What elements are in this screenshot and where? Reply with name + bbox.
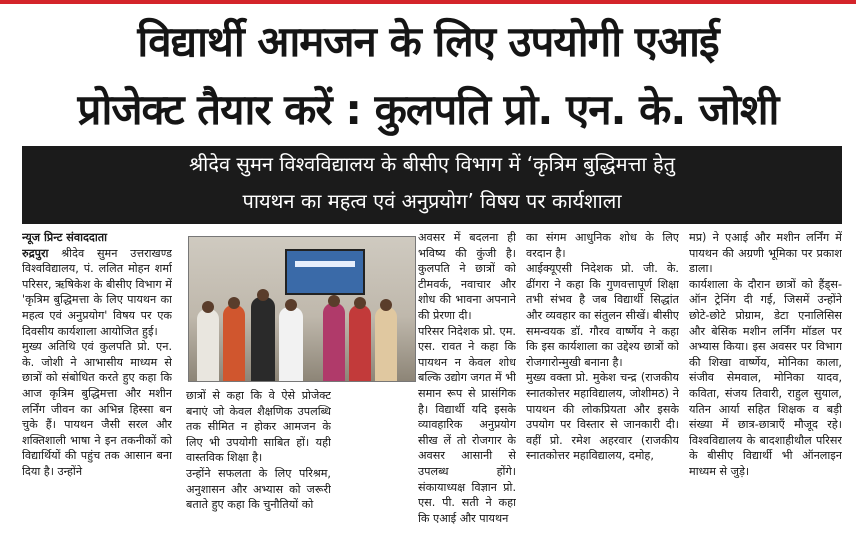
person-head xyxy=(257,289,269,301)
person-head xyxy=(354,297,366,309)
person-head xyxy=(285,299,297,311)
event-photo xyxy=(188,236,416,382)
column-5-paragraph-1: मप्र) ने एआई और मशीन लर्निंग में पायथन की अग्रणी भूमिका पर प्रकाश डाला। xyxy=(689,231,842,276)
person-head xyxy=(228,297,240,309)
person-head xyxy=(202,301,214,313)
person-figure xyxy=(251,297,275,381)
presentation-screen-icon xyxy=(285,249,365,295)
person-figure xyxy=(197,309,219,381)
subheadline-line-2: पायथन का महत्व एवं अनुप्रयोग’ विषय पर कार्यशाला xyxy=(242,189,622,213)
person-figure xyxy=(223,305,245,381)
person-figure xyxy=(349,305,371,381)
column-4-paragraph-1: का संगम आधुनिक शोध के लिए वरदान है। xyxy=(526,231,679,260)
person-figure xyxy=(323,303,345,381)
subheadline-line-1: श्रीदेव सुमन विश्वविद्यालय के बीसीए विभाग में ‘कृत्रिम बुद्धिमत्ता हेतु xyxy=(189,152,675,176)
column-3-paragraph-1: अवसर में बदलना ही भविष्य की कुंजी है। कुलपति ने छात्रों को टीमवर्क, नवाचार और शोध की भावना अपनाने की प्रेरणा दी। xyxy=(418,231,516,322)
byline: न्यूज प्रिन्ट संवाददाता xyxy=(22,231,108,244)
headline-line-2: प्रोजेक्ट तैयार करें : कुलपति प्रो. एन. के. जोशी xyxy=(77,85,779,134)
column-5-paragraph-2: कार्यशाला के दौरान छात्रों को हैंड्स-ऑन ट्रेनिंग दी गई, जिसमें उन्होंने छोटे-छोटे प्रोग्राम, डेटा एनालिसिस और बेसिक मशीन लर्निंग मॉडल पर अभ्यास किया। इस अवसर पर विभाग की शिखा वार्ष्णेय, मोनिका काला, संजीव सेमवाल, मोनिका यादव, कविता, संजय तिवारी, राहुल सुयाल, यतिन आर्या सहित शिक्षक व बड़ी संख्या में छात्र-छात्राएँ मौजूद रहे। विश्वविद्यालय के बादशाहीथौल परिसर के बीसीए विद्यार्थी भी ऑनलाइन माध्यम से जुड़े। xyxy=(689,277,842,478)
top-red-rule xyxy=(0,0,856,4)
column-1-paragraph-1-text: श्रीदेव सुमन उत्तराखण्ड विश्वविद्यालय, पं. ललित मोहन शर्मा परिसर, ऋषिकेश के बीसीए विभाग में 'कृत्रिम बुद्धिमत्ता के लिए पायथन का महत्व एवं अनुप्रयोग' विषय पर एक दिवसीय कार्यशाला आयोजित हुई। xyxy=(22,246,172,338)
article-column-1 xyxy=(22,230,172,530)
column-1-paragraph-2: मुख्य अतिथि एवं कुलपति प्रो. एन. के. जोशी ने आभासीय माध्यम से छात्रों को संबोधित करते हुए कहा कि आज कृत्रिम बुद्धिमत्ता और मशीन लर्निंग जीवन का अभिन्न हिस्सा बन चुके हैं। पायथन जैसी सरल और शक्तिशाली भाषा ने इन तकनीकों को विद्यार्थियों की पहुंच तक आसान बना दिया है। उन्होंने xyxy=(22,340,172,478)
person-head xyxy=(328,295,340,307)
column-2-paragraph-1: छात्रों से कहा कि वे ऐसे प्रोजेक्ट बनाएं जो केवल शैक्षणिक उपलब्धि तक सीमित न होकर आमजन के लिए भी उपयोगी साबित हों। यही वास्तविक शिक्षा है। xyxy=(186,389,331,465)
subheadline-box xyxy=(22,146,842,224)
person-figure xyxy=(375,307,397,381)
dateline: रुद्रपुरा xyxy=(22,246,49,260)
column-1-paragraph-1 xyxy=(22,246,172,340)
column-4-paragraph-2: आईक्यूएसी निदेशक प्रो. जी. के. ढींगरा ने कहा कि गुणवत्तापूर्ण शिक्षा तभी संभव है जब विद्यार्थी सिद्धांत और व्यवहार का संतुलन सीखें। बीसीए समन्वयक डॉ. गौरव वार्ष्णेय ने कहा कि इस कार्यशाला का उद्देश्य छात्रों को रोजगारोन्मुखी बनाना है। xyxy=(526,262,679,369)
person-head xyxy=(380,299,392,311)
headline-line-1: विद्यार्थी आमजन के लिए उपयोगी एआई xyxy=(137,17,719,66)
column-4-paragraph-3: मुख्य वक्ता प्रो. मुकेश चन्द्र (राजकीय स्नातकोत्तर महाविद्यालय, जोशीमठ) ने पायथन की लोकप्रियता और इसके उपयोग पर विस्तार से जानकारी दी। वहीं प्रो. रमेश अहरवार (राजकीय स्नातकोत्तर महाविद्यालय, दमोह, xyxy=(526,371,679,463)
person-figure xyxy=(279,307,303,381)
column-2-paragraph-2: उन्होंने सफलता के लिए परिश्रम, अनुशासन और अभ्यास को जरूरी बताते हुए कहा कि चुनौतियों को xyxy=(186,466,331,512)
article-column-3 xyxy=(418,230,516,526)
article-column-5 xyxy=(689,230,842,530)
article-column-2 xyxy=(186,388,331,526)
column-3-paragraph-2: परिसर निदेशक प्रो. एम. एस. रावत ने कहा कि पायथन न केवल शोध बल्कि उद्योग जगत में भी समान रूप से प्रासंगिक है। विद्यार्थी यदि इसके व्यावहारिक अनुप्रयोग सीख लें तो रोजगार के अवसर आसानी से उपलब्ध होंगे। संकायाध्यक्ष विज्ञान प्रो. एस. पी. सती ने कहा कि एआई और पायथन xyxy=(418,324,516,525)
article-column-4 xyxy=(526,230,679,530)
